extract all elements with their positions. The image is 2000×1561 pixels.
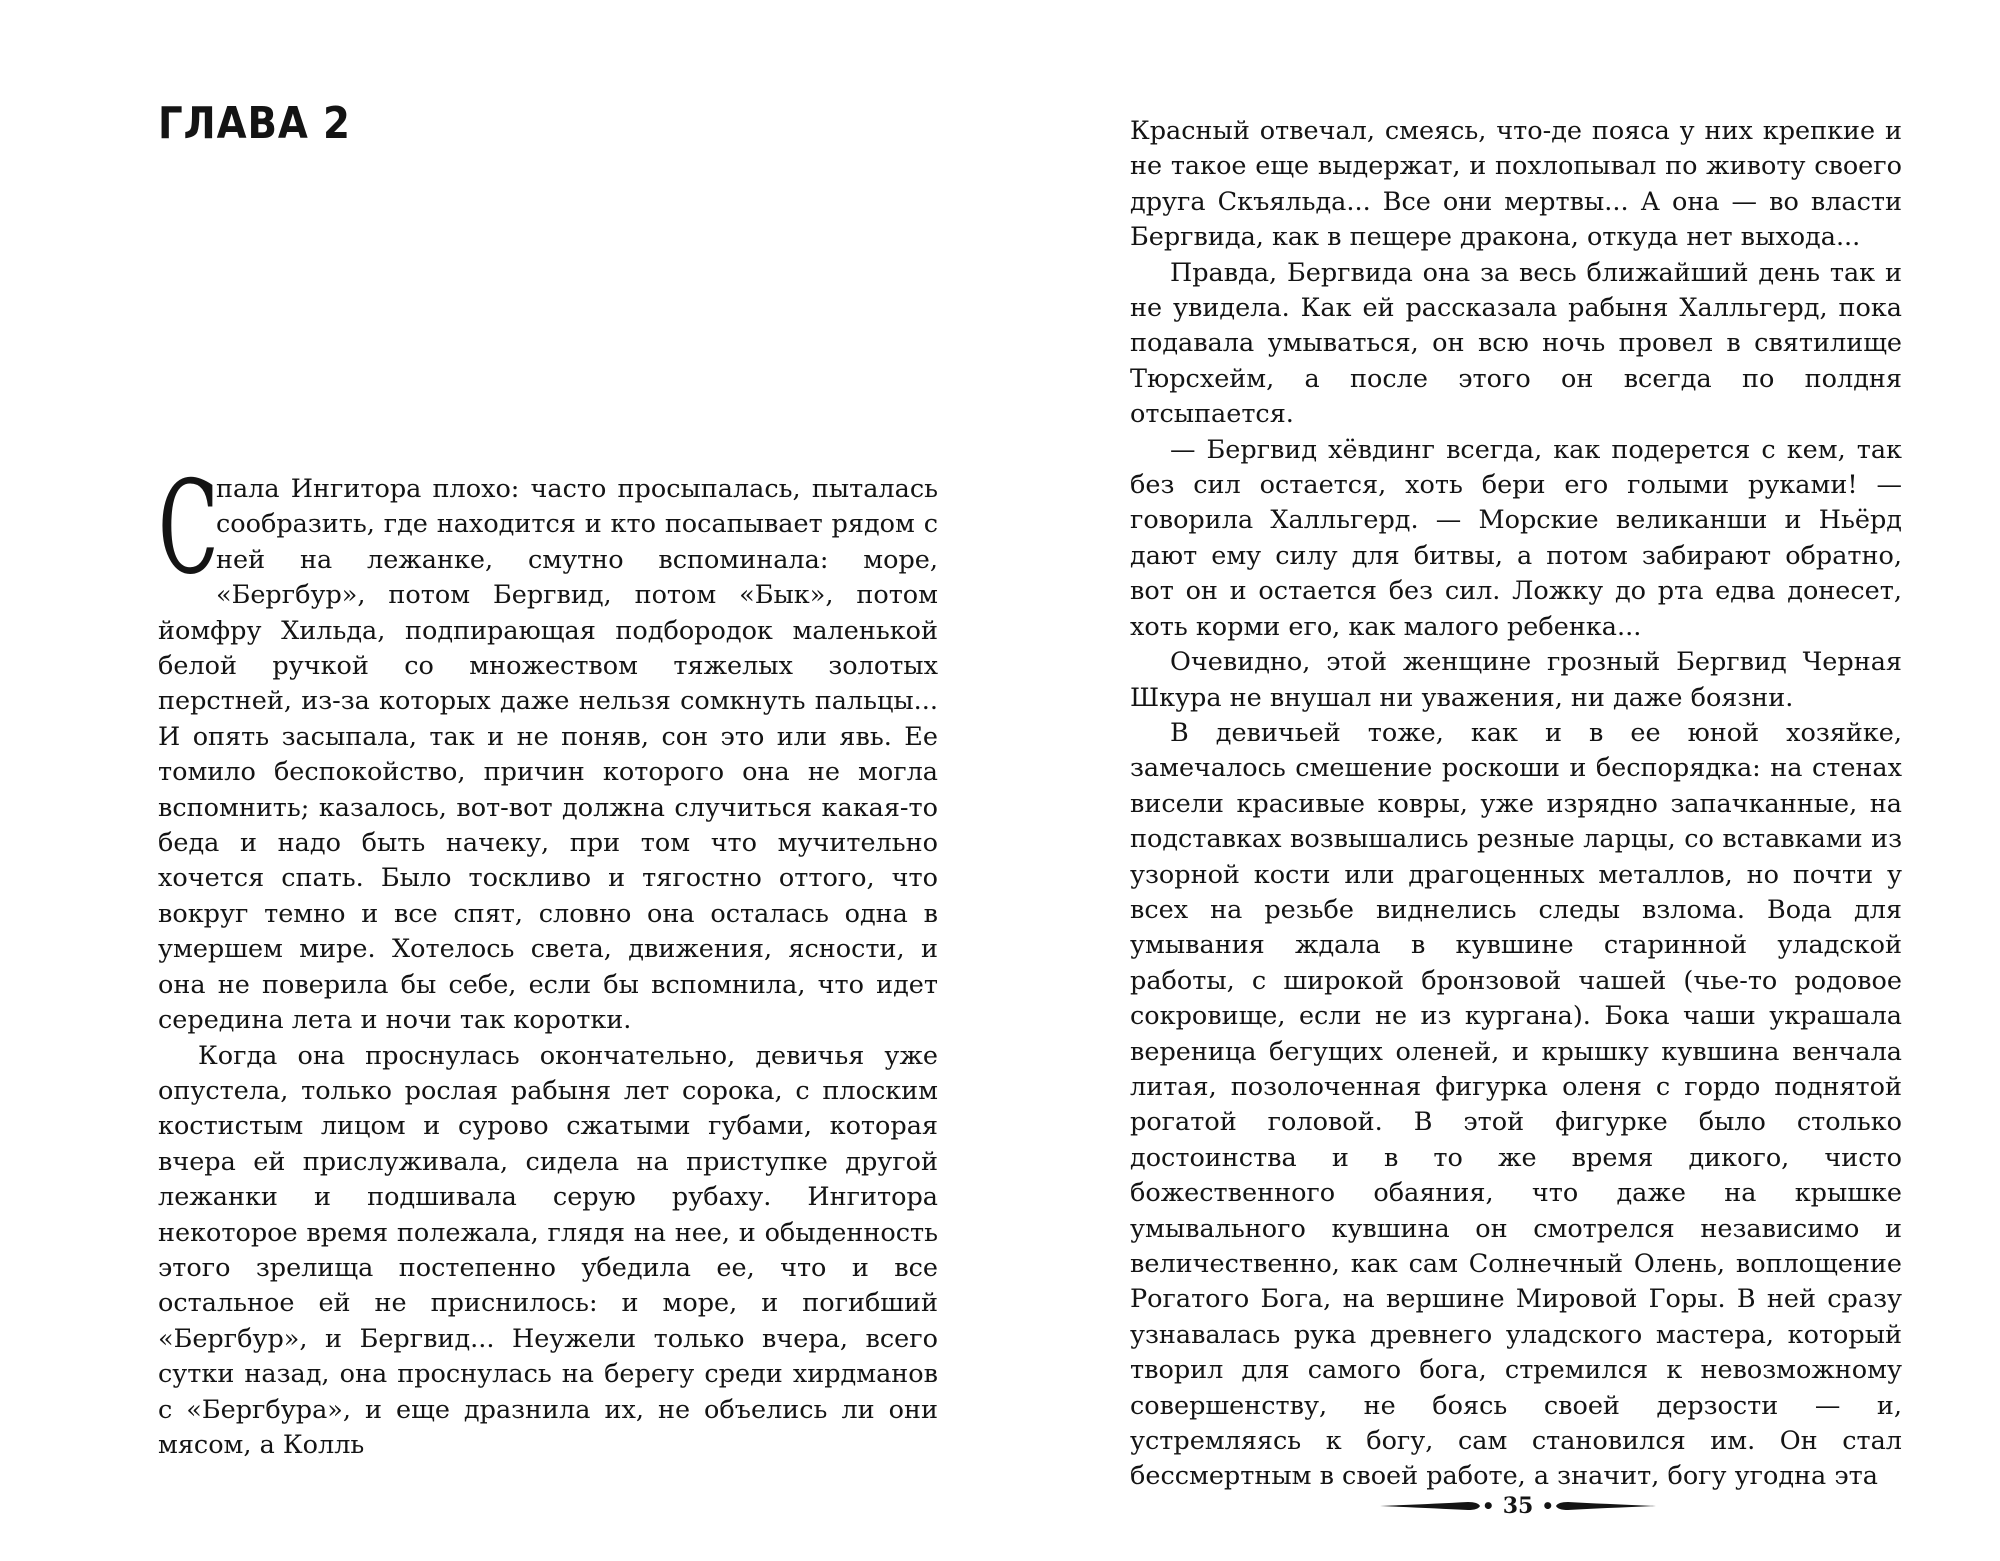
paragraph: Правда, Бергвида она за весь ближайший день так и не увидела. Как ей рассказала рабыня Халльгерд, пока подавала умываться, он всю ночь провел в святилище Тюрсхейм, а после этого он всегда по полдня отсыпается.	[1130, 257, 1902, 430]
left-ornament-flourish	[1380, 1499, 1480, 1513]
drop-cap: С	[158, 454, 219, 603]
paragraph-text: пала Ингитора плохо: часто просыпалась, пыталась сообразить, где находится и кто посапывает рядом с ней на лежанке, смутно вспоминала: море, «Бергбур», потом Бергвид, потом «Бык», потом йомфру Хильда, подпирающая подбородок маленькой белой ручкой со множеством тяжелых золотых перстней, из-за которых даже нельзя сомкнуть пальцы... И опять засыпала, так и не поняв, сон это или явь. Ее томило беспокойство, причин которого она не могла вспомнить; казалось, вот-вот должна случиться какая-то беда и надо быть начеку, при том что мучительно хочется спать. Было тоскливо и тягостно оттого, что вокруг темно и все спят, словно она осталась одна в умершем мире. Хотелось света, движения, ясности, и она не поверила бы себе, если бы вспомнила, что идет середина лета и ночи так коротки.	[158, 474, 938, 1036]
page-number: 35	[1502, 1493, 1534, 1519]
paragraph: В девичьей тоже, как и в ее юной хозяйке, замечалось смешение роскоши и беспорядка: на стенах висели красивые ковры, уже изрядно запачканные, на подставках возвышались резные ларцы, со вставками из узорной кости или драгоценных металлов, но почти у всех на резьбе виднелись следы взлома. Вода для умывания ждала в кувшине старинной уладской работы, с широкой бронзовой чашей (чье-то родовое сокровище, если не из кургана). Бока чаши украшала вереница бегущих оленей, и крышку кувшина венчала литая, позолоченная фигурка оленя с гордо поднятой рогатой головой. В этой фигурке было столько достоинства и в то же время дикого, чисто божественного обаяния, что даже на крышке умывального кувшина он смотрелся независимо и величественно, как сам Солнечный Олень, воплощение Рогатого Бога, на вершине Мировой Горы. В ней сразу узнавалась рука древнего уладского мастера, который творил для самого бога, стремился к невозможному совершенству, не боясь своей дерзости — и, устремляясь к богу, сам становился им. Он стал бессмертным в своей работе, а значит, богу угодна эта	[1130, 717, 1902, 1492]
page-number-footer	[1368, 1486, 1668, 1526]
right-ornament-flourish	[1556, 1499, 1656, 1513]
paragraph: Очевидно, этой женщине грозный Бергвид Черная Шкура не внушал ни уважения, ни даже боязни.	[1130, 647, 1902, 713]
right-page-text	[1130, 114, 1902, 1495]
left-page	[158, 0, 938, 1561]
paragraph: Красный отвечал, смеясь, что-де пояса у них крепкие и не такое еще выдержат, и похлопывал по животу своего друга Скъяльда... Все они мертвы... А она — во власти Бергвида, как в пещере дракона, откуда нет выхода...	[1130, 116, 1902, 253]
paragraph	[158, 454, 938, 1039]
left-page-text	[158, 454, 938, 1463]
ornament-dot: •	[1481, 1494, 1495, 1518]
ornament-dot: •	[1541, 1494, 1555, 1518]
right-page	[1130, 0, 1902, 1561]
paragraph: — Бергвид хёвдинг всегда, как подерется с кем, так без сил остается, хоть бери его голыми руками! — говорила Халльгерд. — Морские великанши и Ньёрд дают ему силу для битвы, а потом забирают обратно, вот он и остается без сил. Ложку до рта едва донесет, хоть корми его, как малого ребенка...	[1130, 434, 1902, 642]
chapter-title: ГЛАВА 2	[158, 98, 351, 149]
paragraph: Когда она проснулась окончательно, девичья уже опустела, только рослая рабыня лет сорока, с плоским костистым лицом и сурово сжатыми губами, которая вчера ей прислуживала, сидела на приступке другой лежанки и подшивала серую рубаху. Ингитора некоторое время полежала, глядя на нее, и обыденность этого зрелища постепенно убедила ее, что и все остальное ей не приснилось: и море, и погибший «Бергбур», и Бергвид... Неужели только вчера, всего сутки назад, она проснулась на берегу среди хирдманов с «Бергбура», и еще дразнила их, не объелись ли они мясом, а Колль	[158, 1040, 938, 1460]
